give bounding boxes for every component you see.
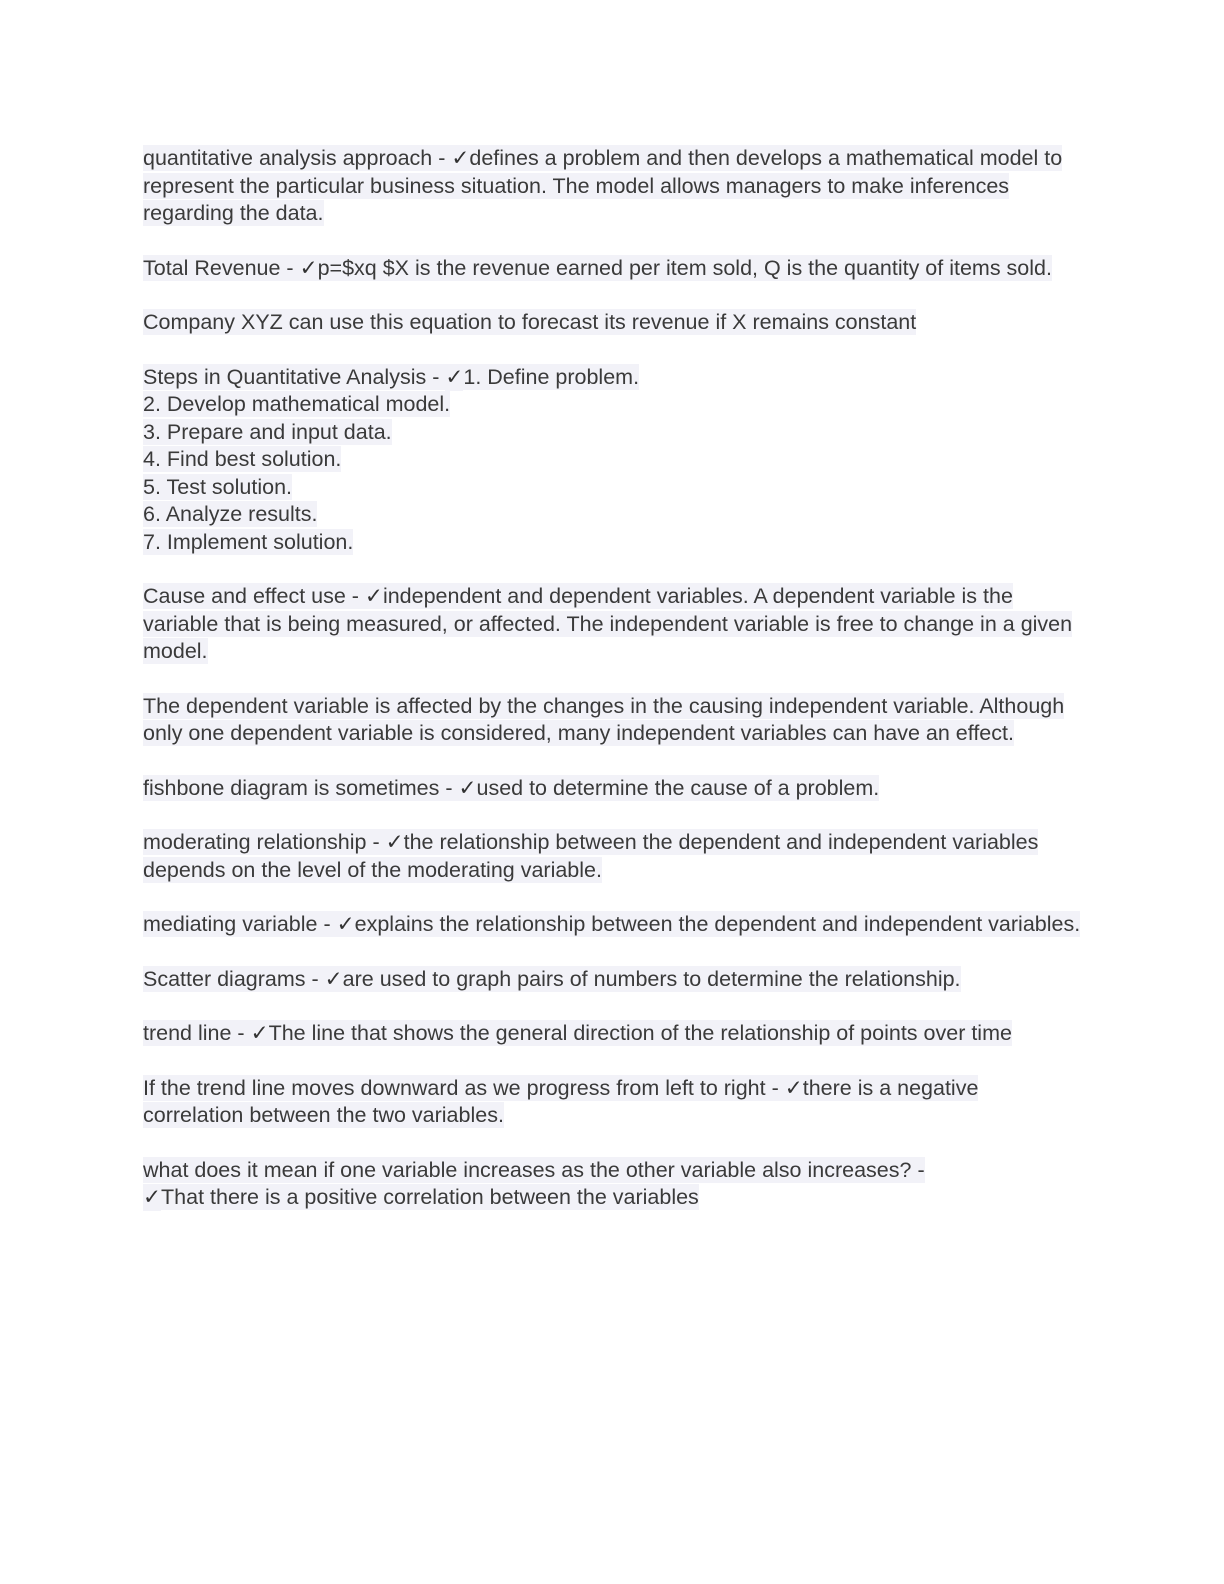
check-icon: ✓ [299, 255, 318, 281]
step-item: 5. Test solution. [143, 474, 292, 499]
check-icon: ✓ [336, 912, 355, 937]
entry-separator: - [911, 1157, 925, 1182]
document-page [143, 145, 1083, 1239]
entry-definition: defines a problem and then develops a mathematical model to represent the particular business situation. The model allows managers to make inferences regarding the data. [143, 146, 1063, 225]
entry-term: mediating variable [143, 912, 318, 936]
entry-term: Cause and effect use [143, 584, 346, 608]
flashcard-entry [143, 255, 1083, 283]
entry-separator: - [366, 830, 386, 854]
note-paragraph [143, 693, 1083, 748]
entry-definition: there is a negative correlation between the two variables. [143, 1075, 979, 1127]
entry-term: Steps in Quantitative Analysis [143, 364, 427, 389]
entry-term: moderating relationship [143, 830, 367, 854]
entry-separator: - [280, 255, 300, 280]
note-text: Company XYZ can use this equation to forecast its revenue if X remains constant [143, 310, 917, 334]
entry-separator: - [432, 146, 452, 170]
step-item: 4. Find best solution. [143, 447, 342, 471]
flashcard-entry [143, 829, 1083, 884]
entry-separator: - [305, 966, 325, 991]
entry-definition: independent and dependent variables. A dependent variable is the variable that is being measured, or affected. The independent variable is free to change in a given model. [143, 584, 1073, 663]
entry-definition: That there is a positive correlation between the variables [161, 1185, 699, 1209]
entry-separator: - [317, 912, 337, 936]
check-icon: ✓ [364, 584, 383, 609]
entry-definition: are used to graph pairs of numbers to determine the relationship. [342, 966, 961, 991]
entry-term: Total Revenue [143, 255, 281, 280]
step-item: 7. Implement solution. [143, 529, 354, 554]
entry-term: what does it mean if one variable increases as the other variable also increases? [143, 1157, 912, 1182]
step-item: 6. Analyze results. [143, 502, 318, 526]
entry-separator: - [345, 584, 365, 608]
entry-definition: The line that shows the general direction of the relationship of points over time [268, 1021, 1012, 1045]
entry-term: If the trend line moves downward as we progress from left to right [143, 1075, 766, 1100]
entry-separator: - [439, 775, 459, 800]
entry-separator: - [231, 1021, 251, 1045]
flashcard-entry [143, 364, 1083, 557]
step-item: 3. Prepare and input data. [143, 419, 392, 444]
check-icon: ✓ [445, 364, 464, 390]
entry-definition: used to determine the cause of a problem. [476, 775, 880, 800]
entry-term: fishbone diagram is sometimes [143, 775, 440, 800]
entry-definition: 1. Define problem. [463, 364, 640, 389]
flashcard-entry [143, 145, 1083, 228]
step-item: 2. Develop mathematical model. [143, 392, 451, 416]
entry-term: trend line [143, 1021, 232, 1045]
flashcard-entry [143, 1075, 1083, 1130]
entry-definition: the relationship between the dependent and independent variables depends on the level of the moderating variable. [143, 830, 1039, 882]
check-icon: ✓ [143, 1185, 162, 1210]
check-icon: ✓ [385, 830, 404, 855]
note-paragraph [143, 309, 1083, 337]
flashcard-entry [143, 966, 1083, 994]
check-icon: ✓ [784, 1075, 803, 1101]
entry-term: quantitative analysis approach [143, 146, 433, 170]
entry-definition: explains the relationship between the dependent and independent variables. [354, 912, 1081, 936]
flashcard-entry [143, 1020, 1083, 1048]
flashcard-entry [143, 1157, 1083, 1212]
check-icon: ✓ [451, 146, 470, 171]
note-text: The dependent variable is affected by the changes in the causing independent variable. Although only one dependent variable is considered, many independent variables can have an effect. [143, 693, 1065, 745]
entry-separator: - [426, 364, 446, 389]
flashcard-entry [143, 583, 1083, 666]
entry-definition: p=$xq $X is the revenue earned per item sold, Q is the quantity of items sold. [317, 255, 1052, 280]
flashcard-entry [143, 911, 1083, 939]
entry-term: Scatter diagrams [143, 966, 306, 991]
flashcard-entry [143, 775, 1083, 803]
check-icon: ✓ [458, 775, 477, 801]
entry-separator: - [765, 1075, 785, 1100]
check-icon: ✓ [250, 1021, 269, 1046]
check-icon: ✓ [324, 966, 343, 992]
